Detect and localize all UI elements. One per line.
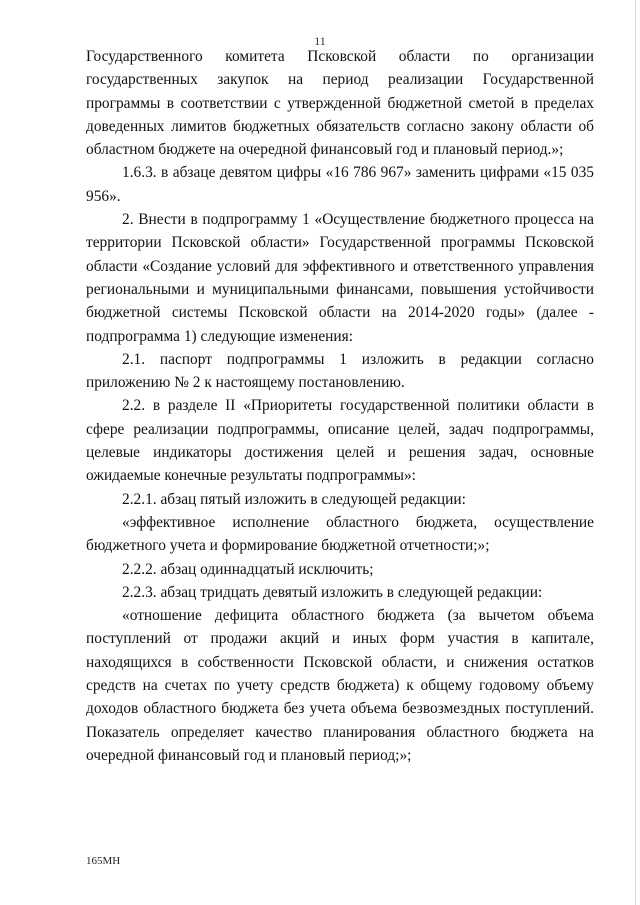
paragraph-8: 2.2.2. абзац одиннадцатый исключить; — [122, 560, 374, 578]
paragraph-7: «эффективное исполнение областного бюджета, осуществление бюджетного учета и формирование бюджетной отчетности;»; — [86, 513, 594, 555]
paragraph-10: «отношение дефицита областного бюджета (за вычетом объема поступлений от продажи акций и иных форм участия в капитале, находящихся в собственности Псковской области, и снижения остатков средств на счетах по учету средств бюджета) к общему годовому объему доходов областного бюджета без учета объема безвозмездных поступлений. Показатель определяет качество планирования областного бюджета на очередной финансовый год и плановый период;»; — [86, 607, 594, 764]
paragraph-3: 2. Внести в подпрограмму 1 «Осуществление бюджетного процесса на территории Псковской области» Государственной программы Псковской области «Создание условий для эффективного и ответственного управления региональными и муниципальными финансами, повышения устойчивости бюджетной системы Псковской области на 2014-2020 годы» (далее - подпрограмма 1) следующие изменения: — [86, 211, 594, 345]
document-body — [86, 45, 594, 767]
paragraph-4: 2.1. паспорт подпрограммы 1 изложить в редакции согласно приложению № 2 к настоящему постановлению. — [86, 350, 594, 392]
page-number: 11 — [314, 34, 326, 48]
document-code: 165МН — [86, 855, 121, 867]
paragraph-6: 2.2.1. абзац пятый изложить в следующей редакции: — [122, 490, 466, 508]
scan-edge-line — [635, 0, 636, 905]
paragraph-1: Государственного комитета Псковской области по организации государственных закупок на период реализации Государственной программы в соответствии с утвержденной бюджетной сметой в пределах доведенных лимитов бюджетных обязательств согласно закону области об областном бюджете на очередной финансовый год и плановый период.»; — [86, 48, 594, 159]
paragraph-9: 2.2.3. абзац тридцать девятый изложить в следующей редакции: — [122, 583, 543, 601]
paragraph-2: 1.6.3. в абзаце девятом цифры «16 786 967» заменить цифрами «15 035 956». — [86, 164, 594, 205]
paragraph-5: 2.2. в разделе II «Приоритеты государственной политики области в сфере реализации подпрограммы, описание целей, задач подпрограммы, целевые индикаторы достижения целей и решения задач, основные ожидаемые конечные результаты подпрограммы»: — [86, 397, 594, 485]
